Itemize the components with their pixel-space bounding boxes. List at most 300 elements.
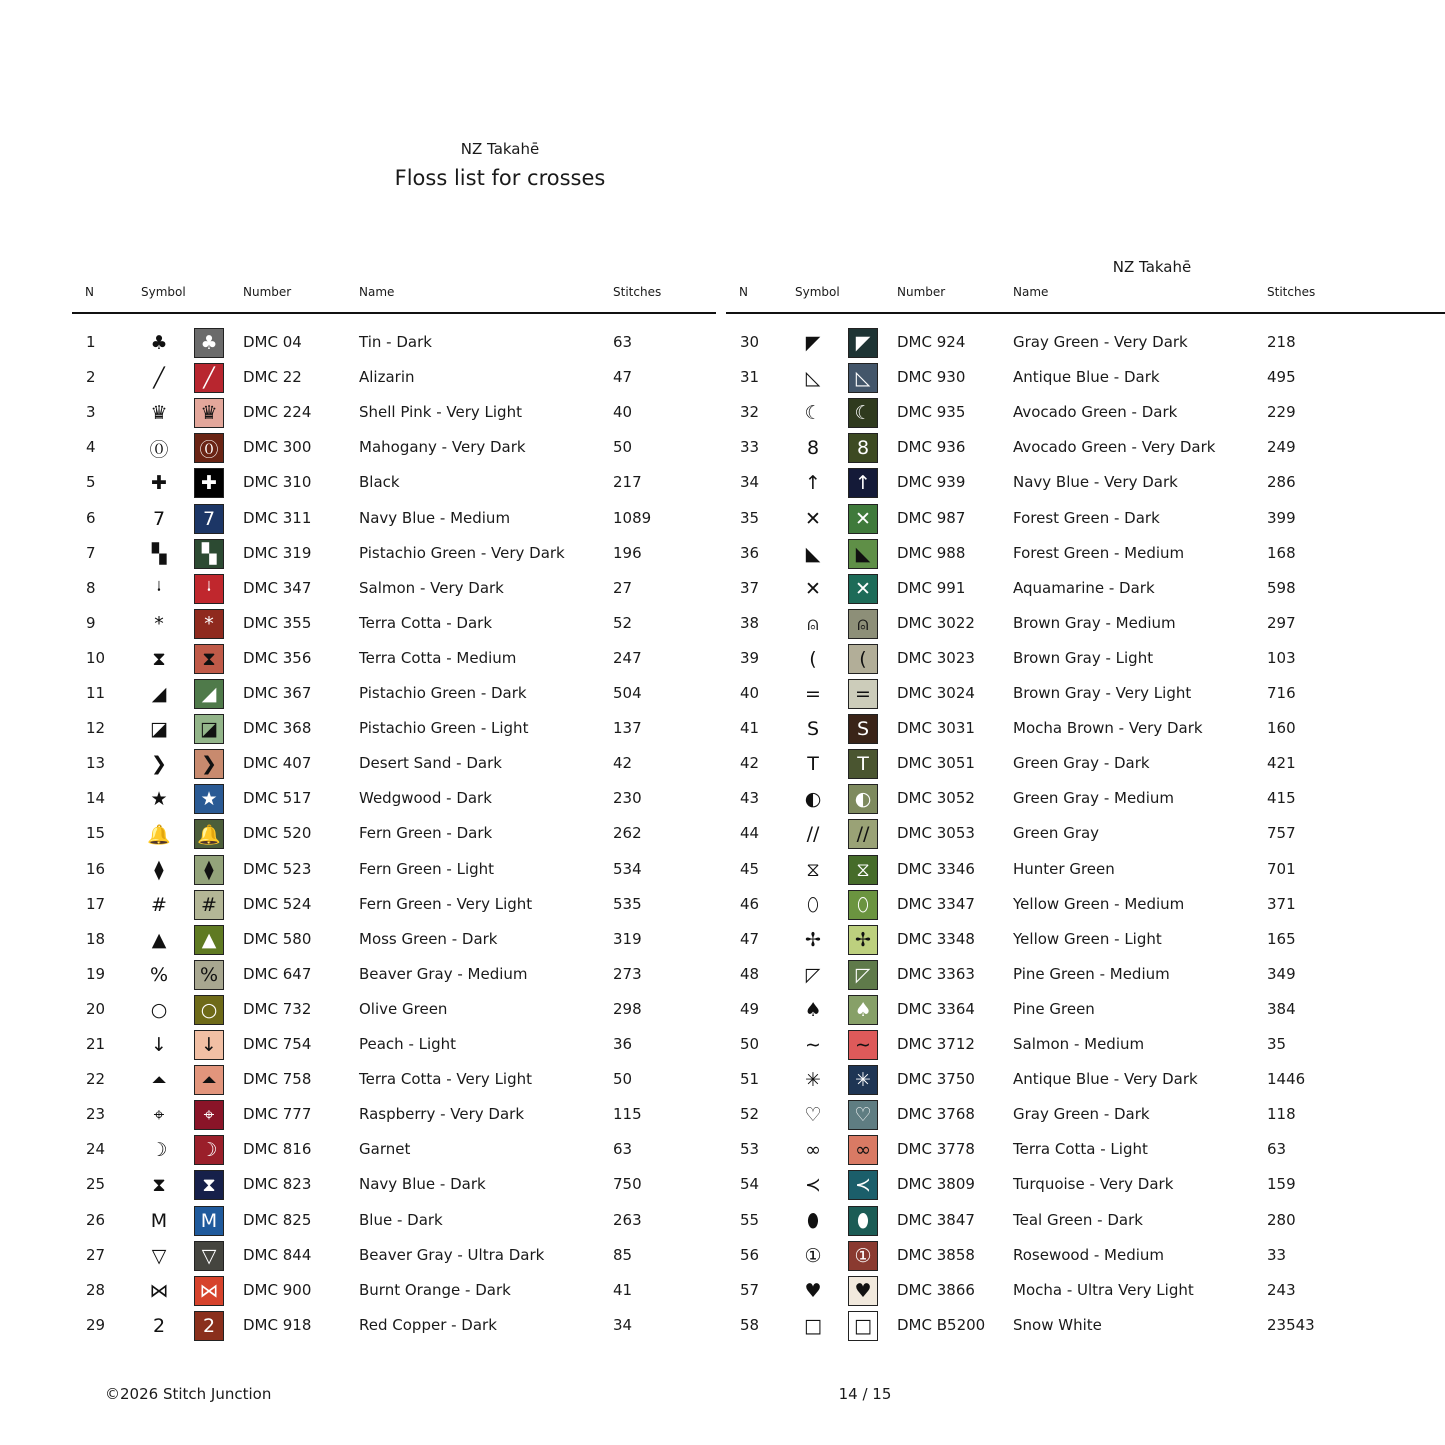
stitch-count: 249 bbox=[1267, 438, 1296, 457]
stitch-count: 33 bbox=[1267, 1245, 1287, 1264]
color-swatch: = bbox=[848, 679, 878, 709]
dmc-number: DMC 355 bbox=[243, 613, 312, 632]
symbol-icon: ( bbox=[809, 647, 817, 670]
color-swatch: ☾ bbox=[848, 398, 878, 428]
stitch-count: 63 bbox=[1267, 1140, 1287, 1159]
stitch-count: 34 bbox=[613, 1315, 633, 1334]
color-swatch: ∼ bbox=[848, 1030, 878, 1060]
floss-name: Beaver Gray - Ultra Dark bbox=[359, 1245, 545, 1264]
symbol-icon: ↓ bbox=[151, 1034, 167, 1056]
stitch-count: 399 bbox=[1267, 508, 1296, 527]
document-title: NZ Takahē bbox=[460, 140, 540, 158]
floss-name: Terra Cotta - Light bbox=[1013, 1140, 1148, 1159]
symbol-icon: ✕ bbox=[805, 577, 821, 600]
row-index: 55 bbox=[740, 1210, 760, 1229]
color-swatch: ↑ bbox=[848, 468, 878, 498]
floss-name: Terra Cotta - Medium bbox=[359, 648, 517, 667]
row-index: 8 bbox=[86, 578, 96, 597]
color-swatch: ♣ bbox=[194, 328, 224, 358]
color-swatch: ◸ bbox=[848, 960, 878, 990]
floss-name: Raspberry - Very Dark bbox=[359, 1105, 524, 1124]
symbol-icon: * bbox=[154, 612, 164, 635]
row-index: 42 bbox=[740, 754, 760, 773]
dmc-number: DMC 844 bbox=[243, 1245, 312, 1264]
floss-name: Fern Green - Very Light bbox=[359, 894, 533, 913]
dmc-number: DMC 823 bbox=[243, 1175, 312, 1194]
stitch-count: 504 bbox=[613, 684, 642, 702]
floss-name: Desert Sand - Dark bbox=[359, 754, 502, 773]
stitch-count: 273 bbox=[613, 964, 642, 983]
document-subtitle: Floss list for crosses bbox=[394, 166, 606, 190]
symbol-icon: ⬮ bbox=[807, 1209, 819, 1232]
stitch-count: 27 bbox=[613, 578, 633, 597]
stitch-count: 716 bbox=[1267, 684, 1296, 702]
color-swatch: ⧗ bbox=[194, 644, 224, 674]
dmc-number: DMC 754 bbox=[243, 1035, 312, 1053]
symbol-icon: 8 bbox=[806, 437, 820, 460]
floss-name: Snow White bbox=[1013, 1315, 1102, 1334]
symbol-icon: ╱ bbox=[153, 367, 165, 390]
symbol-icon: % bbox=[149, 963, 169, 986]
symbol-icon: ♥ bbox=[804, 1279, 822, 1302]
color-swatch: ✕ bbox=[848, 504, 878, 534]
row-index: 23 bbox=[86, 1105, 106, 1124]
row-index: 21 bbox=[86, 1035, 106, 1053]
dmc-number: DMC 3346 bbox=[897, 859, 975, 878]
stitch-count: 217 bbox=[613, 473, 642, 492]
color-swatch: □ bbox=[848, 1311, 878, 1341]
col-header-name-right: Name bbox=[1013, 285, 1049, 299]
row-index: 31 bbox=[740, 368, 760, 387]
symbol-icon: ⏶ bbox=[151, 1069, 167, 1092]
dmc-number: DMC 3809 bbox=[897, 1175, 975, 1194]
symbol-icon: ⓪ bbox=[149, 438, 169, 461]
col-header-symbol-right: Symbol bbox=[795, 285, 840, 299]
row-index: 46 bbox=[740, 894, 760, 913]
stitch-count: 598 bbox=[1267, 578, 1296, 597]
dmc-number: DMC 987 bbox=[897, 508, 966, 527]
floss-name: Wedgwood - Dark bbox=[359, 789, 492, 808]
stitch-count: 52 bbox=[613, 613, 633, 632]
color-swatch: ♛ bbox=[194, 398, 224, 428]
floss-name: Mahogany - Very Dark bbox=[359, 438, 526, 457]
dmc-number: DMC 3051 bbox=[897, 754, 975, 773]
symbol-icon: ⋈ bbox=[149, 1279, 169, 1302]
dmc-number: DMC 3750 bbox=[897, 1070, 975, 1089]
row-index: 17 bbox=[86, 894, 106, 913]
row-index: 3 bbox=[86, 403, 96, 422]
stitch-count: 196 bbox=[613, 543, 642, 562]
stitch-count: 115 bbox=[613, 1105, 642, 1124]
symbol-icon: 🔔 bbox=[147, 823, 171, 846]
symbol-icon: ᛍ bbox=[153, 577, 165, 600]
stitch-count: 319 bbox=[613, 929, 642, 948]
color-swatch: T bbox=[848, 749, 878, 779]
floss-name: Terra Cotta - Very Light bbox=[359, 1070, 532, 1089]
color-swatch: ✚ bbox=[194, 468, 224, 498]
color-swatch: ▽ bbox=[194, 1241, 224, 1271]
floss-name: Gray Green - Very Dark bbox=[1013, 333, 1188, 351]
row-index: 18 bbox=[86, 929, 106, 948]
stitch-count: 280 bbox=[1267, 1210, 1296, 1229]
col-header-n-left: N bbox=[85, 285, 94, 299]
stitch-count: 23543 bbox=[1267, 1315, 1315, 1334]
dmc-number: DMC 524 bbox=[243, 894, 312, 913]
floss-name: Mocha Brown - Very Dark bbox=[1013, 719, 1203, 738]
header-rule-right bbox=[726, 312, 1445, 314]
dmc-number: DMC 3778 bbox=[897, 1140, 975, 1159]
color-swatch: ⓪ bbox=[194, 433, 224, 463]
row-index: 10 bbox=[86, 648, 106, 667]
color-swatch: ⧗ bbox=[194, 1170, 224, 1200]
symbol-icon: □ bbox=[804, 1314, 822, 1337]
floss-name: Red Copper - Dark bbox=[359, 1315, 497, 1334]
stitch-count: 1446 bbox=[1267, 1070, 1306, 1089]
row-index: 6 bbox=[86, 508, 96, 527]
stitch-count: 168 bbox=[1267, 543, 1296, 562]
row-index: 25 bbox=[86, 1175, 106, 1194]
dmc-number: DMC 991 bbox=[897, 578, 966, 597]
row-index: 44 bbox=[740, 824, 760, 843]
row-index: 41 bbox=[740, 719, 760, 738]
floss-name: Forest Green - Medium bbox=[1013, 543, 1185, 562]
col-header-number-right: Number bbox=[897, 285, 946, 299]
stitch-count: 371 bbox=[1267, 894, 1296, 913]
color-swatch: S bbox=[848, 714, 878, 744]
color-swatch: M bbox=[194, 1206, 224, 1236]
stitch-count: 535 bbox=[613, 894, 642, 913]
color-swatch: ♥ bbox=[848, 1276, 878, 1306]
dmc-number: DMC B5200 bbox=[897, 1315, 986, 1334]
stitch-count: 159 bbox=[1267, 1175, 1296, 1194]
color-swatch: ✢ bbox=[848, 925, 878, 955]
stitch-count: 40 bbox=[613, 403, 633, 422]
color-swatch: ♠ bbox=[848, 995, 878, 1025]
color-swatch: # bbox=[194, 890, 224, 920]
floss-name: Blue - Dark bbox=[359, 1210, 443, 1229]
symbol-icon: ♣ bbox=[150, 332, 168, 354]
dmc-number: DMC 580 bbox=[243, 929, 312, 948]
stitch-count: 118 bbox=[1267, 1105, 1296, 1124]
dmc-number: DMC 3053 bbox=[897, 824, 975, 843]
symbol-icon: ⌖ bbox=[153, 1104, 165, 1127]
dmc-number: DMC 3348 bbox=[897, 929, 975, 948]
row-index: 51 bbox=[740, 1070, 760, 1089]
col-header-n-right: N bbox=[739, 285, 748, 299]
row-index: 36 bbox=[740, 543, 760, 562]
color-swatch: ⬯ bbox=[848, 890, 878, 920]
floss-name: Gray Green - Dark bbox=[1013, 1105, 1150, 1124]
dmc-number: DMC 520 bbox=[243, 824, 312, 843]
symbol-icon: ∞ bbox=[805, 1139, 821, 1162]
stitch-count: 262 bbox=[613, 824, 642, 843]
symbol-icon: ○ bbox=[150, 998, 168, 1021]
col-header-stitches-left: Stitches bbox=[613, 285, 662, 299]
symbol-icon: T bbox=[807, 753, 819, 776]
row-index: 57 bbox=[740, 1280, 760, 1299]
floss-name: Green Gray - Dark bbox=[1013, 754, 1150, 773]
row-index: 53 bbox=[740, 1140, 760, 1159]
color-swatch: * bbox=[194, 609, 224, 639]
color-swatch: ↓ bbox=[194, 1030, 224, 1060]
row-index: 32 bbox=[740, 403, 760, 422]
stitch-count: 50 bbox=[613, 438, 633, 457]
row-index: 13 bbox=[86, 754, 106, 773]
color-swatch: 7 bbox=[194, 504, 224, 534]
symbol-icon: S bbox=[806, 718, 820, 741]
floss-name: Salmon - Medium bbox=[1013, 1035, 1145, 1053]
stitch-count: 415 bbox=[1267, 789, 1296, 808]
color-swatch: ᛍ bbox=[194, 574, 224, 604]
symbol-icon: 7 bbox=[152, 507, 166, 530]
floss-name: Antique Blue - Very Dark bbox=[1013, 1070, 1198, 1089]
stitch-count: 218 bbox=[1267, 333, 1296, 351]
row-index: 40 bbox=[740, 684, 760, 702]
color-swatch: ○ bbox=[194, 995, 224, 1025]
color-swatch: ❯ bbox=[194, 749, 224, 779]
dmc-number: DMC 825 bbox=[243, 1210, 312, 1229]
symbol-icon: 2 bbox=[152, 1314, 166, 1337]
symbol-icon: ⧖ bbox=[806, 858, 820, 881]
stitch-count: 63 bbox=[613, 1140, 633, 1159]
row-index: 30 bbox=[740, 333, 760, 351]
color-swatch: 2 bbox=[194, 1311, 224, 1341]
dmc-number: DMC 311 bbox=[243, 508, 312, 527]
symbol-icon: M bbox=[150, 1209, 168, 1232]
floss-name: Pistachio Green - Very Dark bbox=[359, 543, 565, 562]
row-index: 45 bbox=[740, 859, 760, 878]
color-swatch: ╱ bbox=[194, 363, 224, 393]
dmc-number: DMC 939 bbox=[897, 473, 966, 492]
symbol-icon: // bbox=[806, 823, 820, 846]
color-swatch: ⍝ bbox=[848, 609, 878, 639]
floss-name: Alizarin bbox=[359, 368, 415, 387]
stitch-count: 42 bbox=[613, 754, 633, 773]
row-index: 11 bbox=[86, 684, 106, 702]
floss-name: Antique Blue - Dark bbox=[1013, 368, 1160, 387]
row-index: 33 bbox=[740, 438, 760, 457]
dmc-number: DMC 367 bbox=[243, 684, 312, 702]
stitch-count: 757 bbox=[1267, 824, 1296, 843]
stitch-count: 229 bbox=[1267, 403, 1296, 422]
row-index: 49 bbox=[740, 999, 760, 1018]
symbol-icon: ≺ bbox=[805, 1174, 821, 1197]
dmc-number: DMC 517 bbox=[243, 789, 312, 808]
symbol-icon: ✢ bbox=[805, 928, 821, 951]
dmc-number: DMC 3022 bbox=[897, 613, 975, 632]
symbol-icon: # bbox=[151, 893, 167, 916]
color-swatch: ◤ bbox=[848, 328, 878, 358]
symbol-icon: ◐ bbox=[804, 788, 822, 811]
floss-name: Turquoise - Very Dark bbox=[1013, 1175, 1174, 1194]
dmc-number: DMC 368 bbox=[243, 719, 312, 738]
row-index: 37 bbox=[740, 578, 760, 597]
row-index: 1 bbox=[86, 333, 96, 351]
floss-name: Beaver Gray - Medium bbox=[359, 964, 528, 983]
symbol-icon: ♛ bbox=[150, 402, 168, 425]
color-swatch: ≺ bbox=[848, 1170, 878, 1200]
dmc-number: DMC 319 bbox=[243, 543, 312, 562]
dmc-number: DMC 3866 bbox=[897, 1280, 975, 1299]
symbol-icon: ▚ bbox=[151, 542, 167, 565]
row-index: 58 bbox=[740, 1315, 760, 1334]
symbol-icon: ⍝ bbox=[807, 612, 819, 635]
stitch-count: 701 bbox=[1267, 859, 1296, 878]
stitch-count: 286 bbox=[1267, 473, 1296, 492]
symbol-icon: ✳ bbox=[805, 1069, 821, 1092]
dmc-number: DMC 04 bbox=[243, 333, 302, 351]
symbol-icon: ♡ bbox=[804, 1104, 822, 1127]
floss-name: Terra Cotta - Dark bbox=[359, 613, 493, 632]
symbol-icon: ∼ bbox=[805, 1034, 821, 1056]
dmc-number: DMC 3364 bbox=[897, 999, 975, 1018]
footer-copyright: ©2026 Stitch Junction bbox=[105, 1385, 272, 1403]
floss-name: Yellow Green - Medium bbox=[1013, 894, 1185, 913]
dmc-number: DMC 918 bbox=[243, 1315, 312, 1334]
row-index: 48 bbox=[740, 964, 760, 983]
stitch-count: 137 bbox=[613, 719, 642, 738]
row-index: 56 bbox=[740, 1245, 760, 1264]
symbol-icon: ▽ bbox=[151, 1244, 167, 1267]
floss-name: Shell Pink - Very Light bbox=[359, 403, 522, 422]
floss-name: Brown Gray - Very Light bbox=[1013, 684, 1192, 702]
col-header-name-left: Name bbox=[359, 285, 395, 299]
color-swatch: % bbox=[194, 960, 224, 990]
row-index: 20 bbox=[86, 999, 106, 1018]
dmc-number: DMC 356 bbox=[243, 648, 312, 667]
row-index: 50 bbox=[740, 1035, 760, 1053]
stitch-count: 263 bbox=[613, 1210, 642, 1229]
row-index: 26 bbox=[86, 1210, 106, 1229]
floss-name: Garnet bbox=[359, 1140, 411, 1159]
row-index: 27 bbox=[86, 1245, 106, 1264]
row-index: 14 bbox=[86, 789, 106, 808]
stitch-count: 160 bbox=[1267, 719, 1296, 738]
symbol-icon: ◣ bbox=[805, 542, 821, 565]
dmc-number: DMC 988 bbox=[897, 543, 966, 562]
symbol-icon: ↑ bbox=[805, 472, 821, 495]
floss-name: Pistachio Green - Light bbox=[359, 719, 529, 738]
color-swatch: ◪ bbox=[194, 714, 224, 744]
stitch-count: 349 bbox=[1267, 964, 1296, 983]
symbol-icon: ☽ bbox=[150, 1139, 168, 1162]
row-index: 34 bbox=[740, 473, 760, 492]
stitch-count: 247 bbox=[613, 648, 642, 667]
symbol-icon: ⧫ bbox=[154, 858, 164, 881]
row-index: 24 bbox=[86, 1140, 106, 1159]
stitch-count: 165 bbox=[1267, 929, 1296, 948]
stitch-count: 41 bbox=[613, 1280, 633, 1299]
floss-name: Navy Blue - Dark bbox=[359, 1175, 486, 1194]
color-swatch: ⬮ bbox=[848, 1206, 878, 1236]
floss-name: Fern Green - Dark bbox=[359, 824, 493, 843]
floss-name: Avocado Green - Dark bbox=[1013, 403, 1178, 422]
symbol-icon: ◪ bbox=[150, 718, 168, 741]
color-swatch: ▚ bbox=[194, 539, 224, 569]
dmc-number: DMC 523 bbox=[243, 859, 312, 878]
row-index: 35 bbox=[740, 508, 760, 527]
color-swatch: ☽ bbox=[194, 1135, 224, 1165]
row-index: 16 bbox=[86, 859, 106, 878]
floss-name: Navy Blue - Very Dark bbox=[1013, 473, 1178, 492]
color-swatch: ✳ bbox=[848, 1065, 878, 1095]
color-swatch: ⧫ bbox=[194, 855, 224, 885]
stitch-count: 534 bbox=[613, 859, 642, 878]
stitch-count: 495 bbox=[1267, 368, 1296, 387]
dmc-number: DMC 3024 bbox=[897, 684, 975, 702]
color-swatch: ▲ bbox=[194, 925, 224, 955]
floss-name: Navy Blue - Medium bbox=[359, 508, 511, 527]
floss-name: Salmon - Very Dark bbox=[359, 578, 504, 597]
symbol-icon: ⧗ bbox=[152, 647, 166, 670]
dmc-number: DMC 310 bbox=[243, 473, 312, 492]
row-index: 7 bbox=[86, 543, 96, 562]
color-swatch: ◣ bbox=[848, 539, 878, 569]
symbol-icon: ♠ bbox=[804, 998, 822, 1021]
floss-name: Pistachio Green - Dark bbox=[359, 684, 527, 702]
color-swatch: ∞ bbox=[848, 1135, 878, 1165]
floss-name: Olive Green bbox=[359, 999, 448, 1018]
floss-name: Yellow Green - Light bbox=[1013, 929, 1162, 948]
floss-name: Moss Green - Dark bbox=[359, 929, 498, 948]
dmc-number: DMC 930 bbox=[897, 368, 966, 387]
col-header-number-left: Number bbox=[243, 285, 292, 299]
stitch-count: 103 bbox=[1267, 648, 1296, 667]
row-index: 15 bbox=[86, 824, 106, 843]
dmc-number: DMC 300 bbox=[243, 438, 312, 457]
floss-name: Brown Gray - Medium bbox=[1013, 613, 1176, 632]
floss-name: Peach - Light bbox=[359, 1035, 457, 1053]
floss-name: Fern Green - Light bbox=[359, 859, 495, 878]
color-swatch: ⏶ bbox=[194, 1065, 224, 1095]
floss-name: Mocha - Ultra Very Light bbox=[1013, 1280, 1194, 1299]
color-swatch: ◐ bbox=[848, 784, 878, 814]
symbol-icon: ◢ bbox=[151, 683, 167, 705]
row-index: 39 bbox=[740, 648, 760, 667]
dmc-number: DMC 924 bbox=[897, 333, 966, 351]
floss-name: Forest Green - Dark bbox=[1013, 508, 1160, 527]
dmc-number: DMC 647 bbox=[243, 964, 312, 983]
color-swatch: // bbox=[848, 819, 878, 849]
stitch-count: 297 bbox=[1267, 613, 1296, 632]
floss-name: Avocado Green - Very Dark bbox=[1013, 438, 1216, 457]
symbol-icon: ① bbox=[804, 1244, 822, 1267]
color-swatch: ⌖ bbox=[194, 1100, 224, 1130]
symbol-icon: ▲ bbox=[151, 928, 167, 951]
stitch-count: 85 bbox=[613, 1245, 633, 1264]
right-table-title: NZ Takahē bbox=[1112, 258, 1192, 276]
symbol-icon: ★ bbox=[150, 788, 168, 811]
floss-name: Black bbox=[359, 473, 400, 492]
dmc-number: DMC 816 bbox=[243, 1140, 312, 1159]
stitch-count: 750 bbox=[613, 1175, 642, 1194]
color-swatch: ◺ bbox=[848, 363, 878, 393]
dmc-number: DMC 3858 bbox=[897, 1245, 975, 1264]
symbol-icon: ❯ bbox=[151, 753, 167, 776]
col-header-symbol-left: Symbol bbox=[141, 285, 186, 299]
row-index: 38 bbox=[740, 613, 760, 632]
symbol-icon: ⧗ bbox=[152, 1174, 166, 1197]
row-index: 9 bbox=[86, 613, 96, 632]
dmc-number: DMC 900 bbox=[243, 1280, 312, 1299]
stitch-count: 50 bbox=[613, 1070, 633, 1089]
symbol-icon: ⬯ bbox=[807, 893, 819, 916]
stitch-count: 1089 bbox=[613, 508, 652, 527]
dmc-number: DMC 224 bbox=[243, 403, 312, 422]
floss-name: Teal Green - Dark bbox=[1013, 1210, 1143, 1229]
dmc-number: DMC 347 bbox=[243, 578, 312, 597]
dmc-number: DMC 22 bbox=[243, 368, 302, 387]
